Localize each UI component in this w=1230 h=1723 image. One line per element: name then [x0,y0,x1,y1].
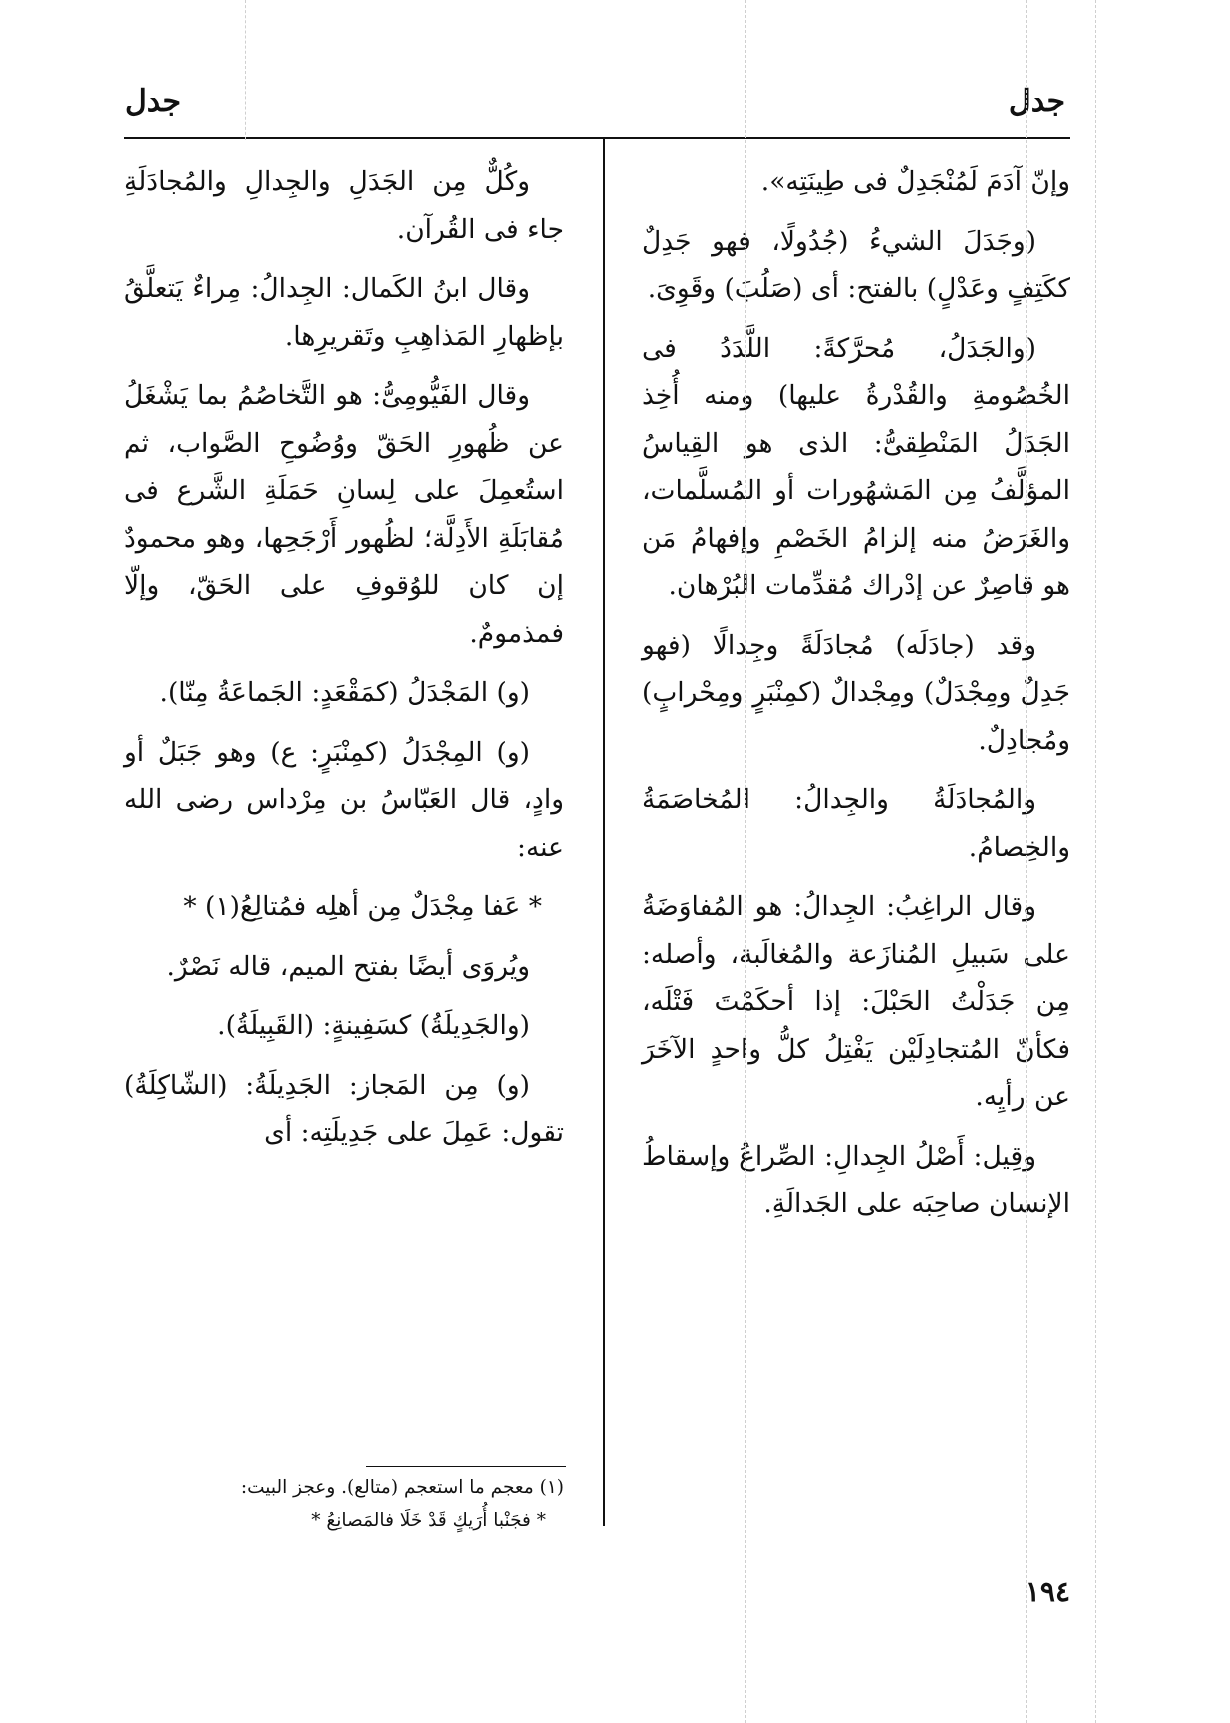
paragraph: وقِيل: أَصْلُ الجِدالِ: الصِّراعُ وإسقاطُ الإنسان صاحِبَه على الجَدالَةِ. [642,1140,1070,1219]
paragraph: وقال الفَيُّومِىُّ: هو التَّخاصُمُ بما يَشْغَلُ عن ظُهورِ الحَقّ ووُضُوحِ الصَّواب، ثم استُعمِلَ على لِسانِ حَمَلَةِ الشَّرع فى مُقابَلَةِ الأَدِلَّة؛ لظُهور أَرْجَحِها، وهو محمودٌ إن كان للوُقوفِ على الحَقّ، وإلّا فمذمومٌ. [124,380,564,649]
right-column [642,158,1070,1240]
footnote-rule [366,1466,566,1467]
footnote-verse: * فجَنْبا أُرَيكٍ قَدْ خَلَا فالمَصانِعُ * [311,1510,546,1531]
paragraph: (و) مِن المَجاز: الجَدِيلَةُ: (الشّاكِلَةُ) تقول: عَمِلَ على جَدِيلَتِه: أى [124,1069,564,1148]
page-number: ١٩٤ [1024,1575,1070,1608]
paragraph: (و) المَجْدَلُ (كمَقْعَدٍ: الجَماعَةُ مِنّا). [159,677,530,708]
paragraph: (والجَدَلُ، مُحرَّكةً: اللَّدَدُ فى الخُصُومةِ والقُدْرةُ عليها) ومنه أُخِذ الجَدَلُ المَنْطِقىُّ: الذى هو القِياسُ المؤلَّفُ مِن المَشهُورات أو المُسلَّمات، والغَرَضُ منه إلزامُ الخَصْمِ وإفهامُ مَن هو قاصِرٌ عن إدْراك مُقدِّمات البُرْهان. [642,332,1070,601]
left-column [124,158,564,1169]
scan-guide-line [245,0,246,140]
paragraph: وقال الراغِبُ: الجِدالُ: هو المُفاوَضَةُ على سَبيلِ المُنازَعة والمُغالَبة، وأصله: مِن جَدَلْتُ الحَبْلَ: إذا أحكَمْتَ فَتْلَه، فكأنّ المُتجادِلَيْن يَفْتِلُ كلُّ واحدٍ الآخَرَ عن رأيِه. [642,891,1070,1112]
paragraph: وقد (جادَلَه) مُجادَلَةً وجِدالًا (فهو جَدِلٌ ومِجْدَلٌ) ومِجْدالٌ (كمِنْبَرٍ ومِحْرابٍ) ومُجادِلٌ. [642,629,1070,756]
header-rule [124,137,1070,139]
paragraph: ويُروَى أيضًا بفتح الميم، قاله نَصْرٌ. [166,950,530,982]
paragraph: (و) المِجْدَلُ (كمِنْبَرٍ: ع) وهو جَبَلٌ أو وادٍ، قال العَبّاسُ بن مِرْداس رضى الله عنه: [124,736,564,863]
column-divider [603,138,605,1526]
paragraph: (والجَدِيلَةُ) كسَفِينةٍ: (القَبِيلَةُ). [217,1010,530,1041]
footnote-text: (١) معجم ما استعجم (متالع). وعجز البيت: [240,1477,564,1498]
footnotes [124,1471,564,1537]
paragraph: وإنّ آدَمَ لَمُنْجَدِلٌ فى طِينَتِه». [760,166,1070,197]
running-head-right: جدل [1008,84,1065,119]
paragraph: وكُلٌّ مِن الجَدَلِ والجِدالِ والمُجادَلَةِ جاء فى القُرآن. [124,166,564,245]
scan-guide-line [1026,0,1027,1723]
scan-guide-line [745,0,746,1723]
verse-line: * عَفا مِجْدَلٌ مِن أهلِه فمُتالِعُ(١) * [183,891,542,922]
paragraph: والمُجادَلَةُ والجِدالُ: المُخاصَمَةُ والخِصامُ. [642,784,1070,863]
running-head-left: جدل [125,84,182,119]
scan-guide-line [1095,0,1096,1723]
paragraph: وقال ابنُ الكَمال: الجِدالُ: مِراءٌ يَتعلَّقُ بإظهارِ المَذاهِبِ وتَقريرِها. [124,273,564,352]
paragraph: (وجَدَلَ الشيءُ (جُدُولًا، فهو جَدِلٌ ككَتِفٍ وعَدْلٍ) بالفتح: أى (صَلُبَ) وقَوِىَ. [642,225,1070,304]
